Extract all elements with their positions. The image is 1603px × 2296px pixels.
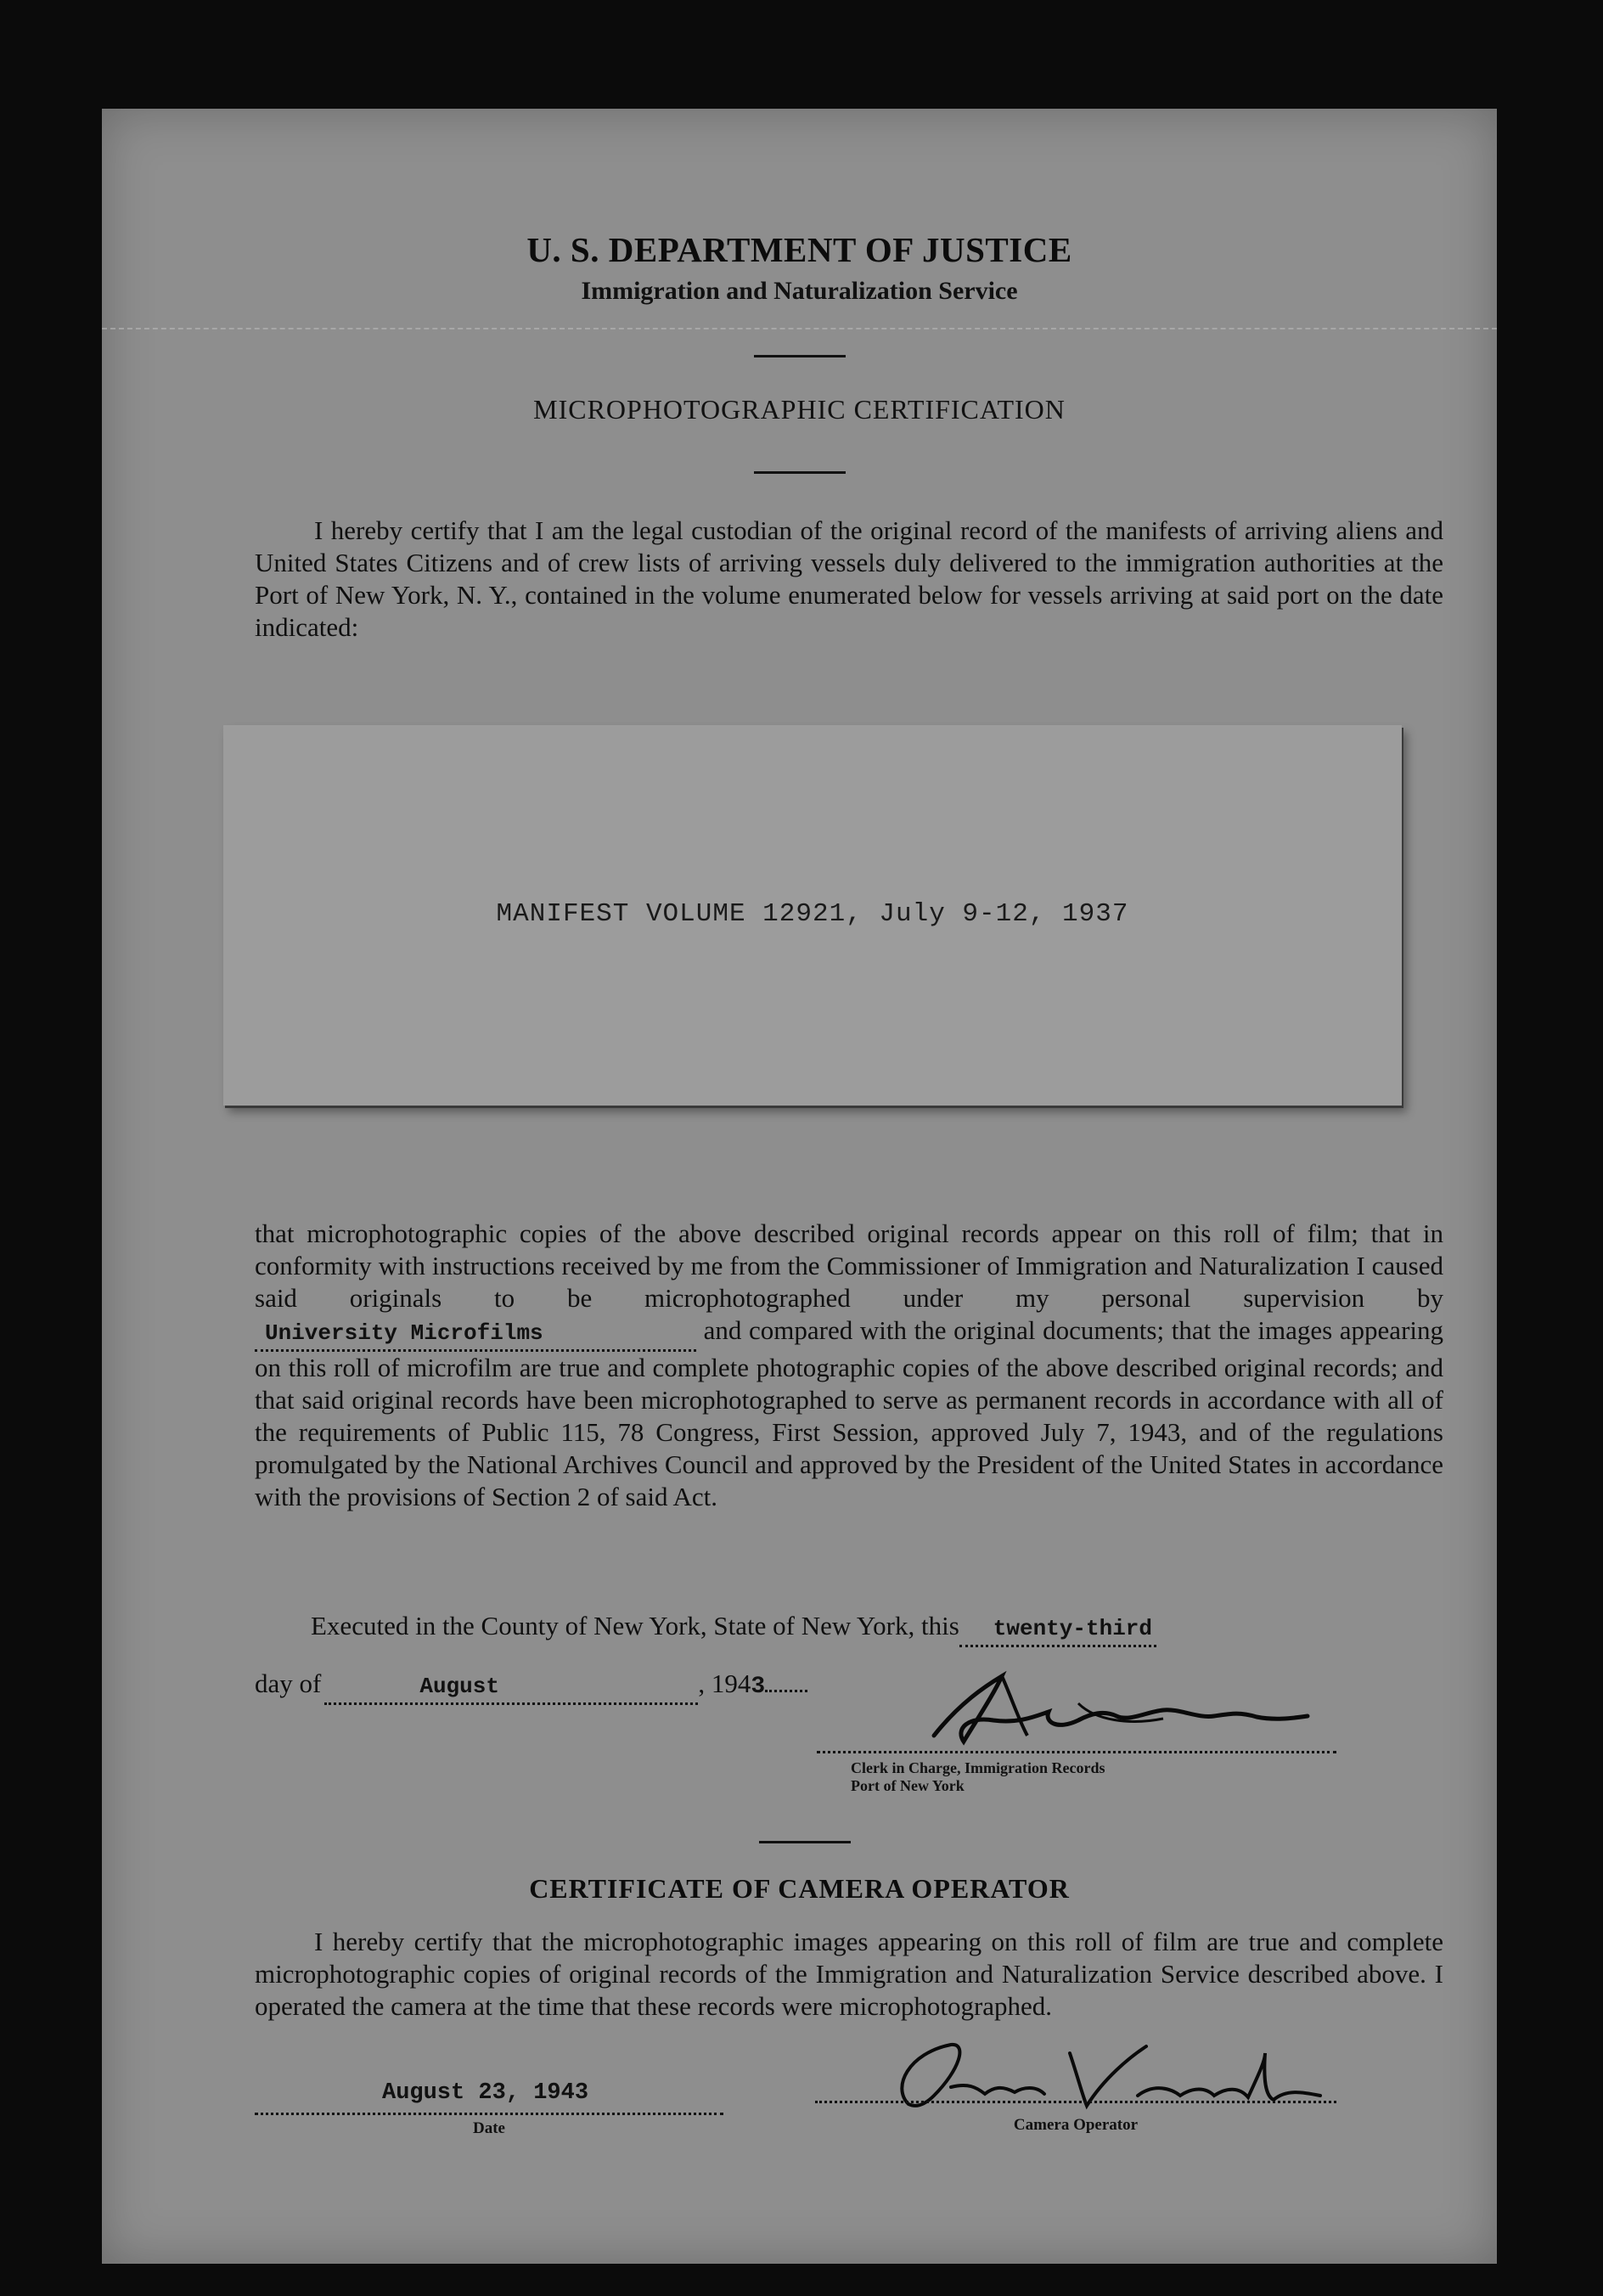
- date-label: Date: [473, 2119, 505, 2137]
- executed-day-field: [959, 1610, 1156, 1647]
- executed-day-value: twenty-third: [993, 1616, 1152, 1641]
- service-subtitle: Immigration and Naturalization Service: [581, 277, 1018, 305]
- camera-operator-signature-line: [815, 2101, 1336, 2103]
- camera-certificate-title: CERTIFICATE OF CAMERA OPERATOR: [529, 1873, 1070, 1904]
- year-prefix: , 194: [698, 1669, 751, 1698]
- certificate-sheet: [102, 109, 1497, 2264]
- day-of-label: day of: [255, 1669, 322, 1698]
- manifest-volume: MANIFEST VOLUME 12921, July 9-12, 1937: [496, 899, 1129, 929]
- divider: [759, 1841, 851, 1843]
- certification-title: MICROPHOTOGRAPHIC CERTIFICATION: [533, 394, 1066, 425]
- camera-operator-label: Camera Operator: [1013, 2116, 1139, 2134]
- filmed-by-field: [255, 1314, 696, 1352]
- manifest-insert-box: [223, 725, 1402, 1106]
- date-field: [255, 2075, 723, 2115]
- executed-line: [311, 1610, 1448, 1647]
- clerk-signature-line: [817, 1751, 1336, 1753]
- filmed-by-value: University Microfilms: [265, 1320, 543, 1346]
- divider: [754, 355, 846, 357]
- divider: [754, 471, 846, 474]
- month-field: [324, 1668, 698, 1705]
- year-dots: [765, 1690, 807, 1692]
- department-title: U. S. DEPARTMENT OF JUSTICE: [526, 230, 1072, 269]
- year-last-digit: 3: [751, 1674, 766, 1700]
- certification-body: [255, 1218, 1443, 1513]
- camera-operator-signature: [858, 2036, 1333, 2121]
- date-value: August 23, 1943: [382, 2080, 589, 2106]
- body-text-part2: and compared with the original documents; that the images appearing on this roll of microfilm are true and complete photographic copies of the above described original records; and that said original records have been microphotographed to serve as permanent records in accordance with all of the requirements of Public 115, 78 Congress, First Session, approved July 7, 1943, and of the regulations promulgated by the National Archives Council and approved by the President of the United States in accordance with the provisions of Section 2 of said Act.: [255, 1315, 1444, 1511]
- clerk-title-line1: Clerk in Charge, Immigration Records: [851, 1759, 1105, 1776]
- executed-text: Executed in the County of New York, State of New York, this: [311, 1611, 959, 1640]
- body-text-part1: that microphotographic copies of the above described original records appear on this roll of film; that in conformity with instructions received by me from the Commissioner of Immigration and Naturalization I caused said originals to be microphotographed under my personal supervision by: [255, 1218, 1443, 1313]
- camera-certificate-text: I hereby certify that the microphotographic images appearing on this roll of film are true and complete microphotographic copies of original records of the Immigration and Naturalization Service described above. I operated the camera at the time that these records were microphotographed.: [255, 1927, 1443, 2021]
- intro-paragraph: I hereby certify that I am the legal custodian of the original record of the manifests of arriving aliens and United States Citizens and of crew lists of arriving vessels duly delivered to the immigration authorities at the Port of New York, N. Y., contained in the volume enumerated below for vessels arriving at said port on the date indicated:: [255, 515, 1443, 642]
- fold-crease: [102, 328, 1497, 332]
- clerk-title: [851, 1759, 1105, 1795]
- month-value: August: [419, 1674, 499, 1699]
- clerk-signature: [875, 1669, 1350, 1754]
- clerk-title-line2: Port of New York: [851, 1777, 965, 1794]
